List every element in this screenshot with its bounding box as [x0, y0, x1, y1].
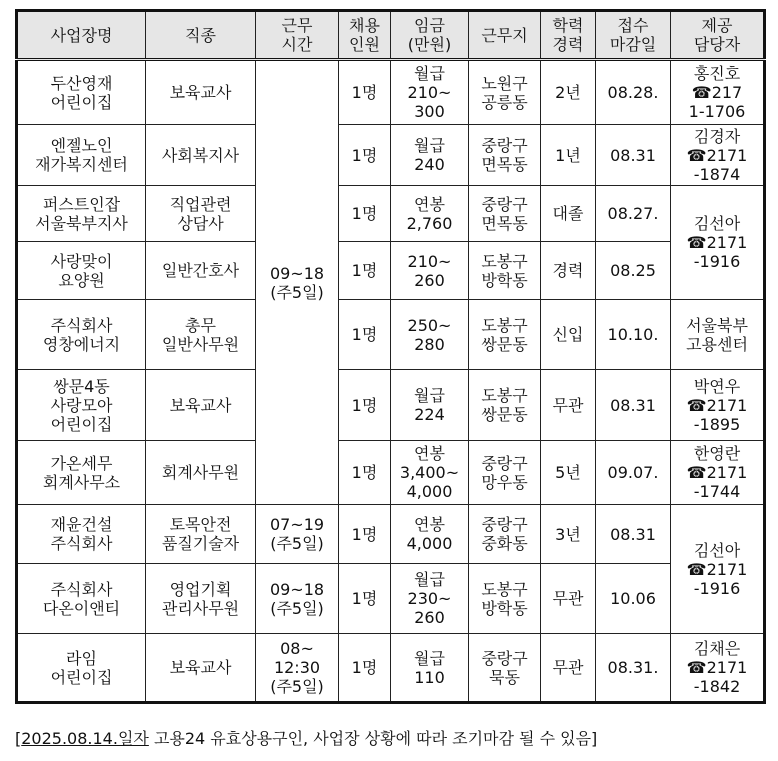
company-name: 두산영재 어린이집 — [17, 60, 146, 125]
table-row — [17, 564, 765, 634]
table-row — [17, 300, 765, 370]
wage: 월급 210~ 300 — [391, 60, 469, 125]
contact: 박연우 ☎2171 -1895 — [671, 370, 765, 441]
deadline: 08.31 — [596, 505, 671, 564]
wage: 250~ 280 — [391, 300, 469, 370]
work-location: 중랑구 묵동 — [469, 634, 541, 703]
work-location: 도봉구 쌍문동 — [469, 300, 541, 370]
job-type: 직업관련 상담사 — [146, 186, 256, 242]
work-hours: 09~18 (주5일) — [256, 60, 339, 505]
work-hours: 07~19 (주5일) — [256, 505, 339, 564]
job-type: 영업기획 관리사무원 — [146, 564, 256, 634]
table-row — [17, 60, 765, 125]
header-contact: 제공 담당자 — [671, 11, 765, 60]
deadline: 10.10. — [596, 300, 671, 370]
wage: 월급 224 — [391, 370, 469, 441]
work-location: 중랑구 면목동 — [469, 125, 541, 186]
hire-count: 1명 — [339, 370, 391, 441]
education: 5년 — [541, 441, 596, 505]
job-type: 보육교사 — [146, 634, 256, 703]
hire-count: 1명 — [339, 505, 391, 564]
education: 3년 — [541, 505, 596, 564]
work-location: 도봉구 쌍문동 — [469, 370, 541, 441]
header-location: 근무지 — [469, 11, 541, 60]
table-row — [17, 125, 765, 186]
contact: 김선아 ☎2171 -1916 — [671, 186, 765, 300]
deadline: 08.31 — [596, 125, 671, 186]
job-type: 보육교사 — [146, 370, 256, 441]
header-hours: 근무 시간 — [256, 11, 339, 60]
deadline: 08.31. — [596, 634, 671, 703]
deadline: 10.06 — [596, 564, 671, 634]
footer-note — [15, 726, 597, 749]
wage: 월급 230~ 260 — [391, 564, 469, 634]
footer-bracket: [ — [15, 729, 22, 748]
footer-date: 2025.08.14.일자 — [21, 729, 149, 748]
hire-count: 1명 — [339, 564, 391, 634]
company-name: 재윤건설 주식회사 — [17, 505, 146, 564]
header-deadline: 접수 마감일 — [596, 11, 671, 60]
contact: 김선아 ☎2171 -1916 — [671, 505, 765, 634]
work-location: 노원구 공릉동 — [469, 60, 541, 125]
contact: 서울북부 고용센터 — [671, 300, 765, 370]
contact: 김경자 ☎2171 -1874 — [671, 125, 765, 186]
company-name: 쌍문4동 사랑모아 어린이집 — [17, 370, 146, 441]
company-name: 사랑맞이 요양원 — [17, 242, 146, 300]
header-education: 학력 경력 — [541, 11, 596, 60]
education: 1년 — [541, 125, 596, 186]
deadline: 09.07. — [596, 441, 671, 505]
company-name: 라임 어린이집 — [17, 634, 146, 703]
job-type: 회계사무원 — [146, 441, 256, 505]
company-name: 퍼스트인잡 서울북부지사 — [17, 186, 146, 242]
contact: 김채은 ☎2171 -1842 — [671, 634, 765, 703]
hire-count: 1명 — [339, 634, 391, 703]
hire-count: 1명 — [339, 300, 391, 370]
footer-text: 고용24 유효상용구인, 사업장 상황에 따라 조기마감 될 수 있음] — [148, 729, 598, 748]
wage: 월급 110 — [391, 634, 469, 703]
education: 무관 — [541, 564, 596, 634]
job-type: 토목안전 품질기술자 — [146, 505, 256, 564]
job-type: 사회복지사 — [146, 125, 256, 186]
header-company: 사업장명 — [17, 11, 146, 60]
hire-count: 1명 — [339, 60, 391, 125]
job-listing-table — [15, 9, 766, 704]
work-hours: 09~18 (주5일) — [256, 564, 339, 634]
work-location: 도봉구 방학동 — [469, 564, 541, 634]
wage: 연봉 2,760 — [391, 186, 469, 242]
table-row — [17, 242, 765, 300]
table-row — [17, 634, 765, 703]
table-row — [17, 505, 765, 564]
job-type: 보육교사 — [146, 60, 256, 125]
wage: 연봉 4,000 — [391, 505, 469, 564]
education: 무관 — [541, 634, 596, 703]
contact: 한영란 ☎2171 -1744 — [671, 441, 765, 505]
deadline: 08.28. — [596, 60, 671, 125]
table-row — [17, 186, 765, 242]
work-location: 중랑구 면목동 — [469, 186, 541, 242]
hire-count: 1명 — [339, 242, 391, 300]
wage: 210~ 260 — [391, 242, 469, 300]
contact: 홍진호 ☎217 1-1706 — [671, 60, 765, 125]
hire-count: 1명 — [339, 125, 391, 186]
company-name: 엔젤노인 재가복지센터 — [17, 125, 146, 186]
deadline: 08.27. — [596, 186, 671, 242]
education: 경력 — [541, 242, 596, 300]
deadline: 08.25 — [596, 242, 671, 300]
company-name: 주식회사 영창에너지 — [17, 300, 146, 370]
wage: 연봉 3,400~ 4,000 — [391, 441, 469, 505]
header-row — [17, 11, 765, 60]
education: 신입 — [541, 300, 596, 370]
header-job: 직종 — [146, 11, 256, 60]
hire-count: 1명 — [339, 186, 391, 242]
job-type: 일반간호사 — [146, 242, 256, 300]
wage: 월급 240 — [391, 125, 469, 186]
header-count: 채용 인원 — [339, 11, 391, 60]
education: 2년 — [541, 60, 596, 125]
work-location: 중랑구 망우동 — [469, 441, 541, 505]
header-wage: 임금 (만원) — [391, 11, 469, 60]
hire-count: 1명 — [339, 441, 391, 505]
education: 대졸 — [541, 186, 596, 242]
table-row — [17, 441, 765, 505]
work-hours: 08~ 12:30 (주5일) — [256, 634, 339, 703]
work-location: 중랑구 중화동 — [469, 505, 541, 564]
company-name: 주식회사 다온이앤티 — [17, 564, 146, 634]
deadline: 08.31 — [596, 370, 671, 441]
company-name: 가온세무 회계사무소 — [17, 441, 146, 505]
work-location: 도봉구 방학동 — [469, 242, 541, 300]
job-type: 총무 일반사무원 — [146, 300, 256, 370]
education: 무관 — [541, 370, 596, 441]
table-row — [17, 370, 765, 441]
